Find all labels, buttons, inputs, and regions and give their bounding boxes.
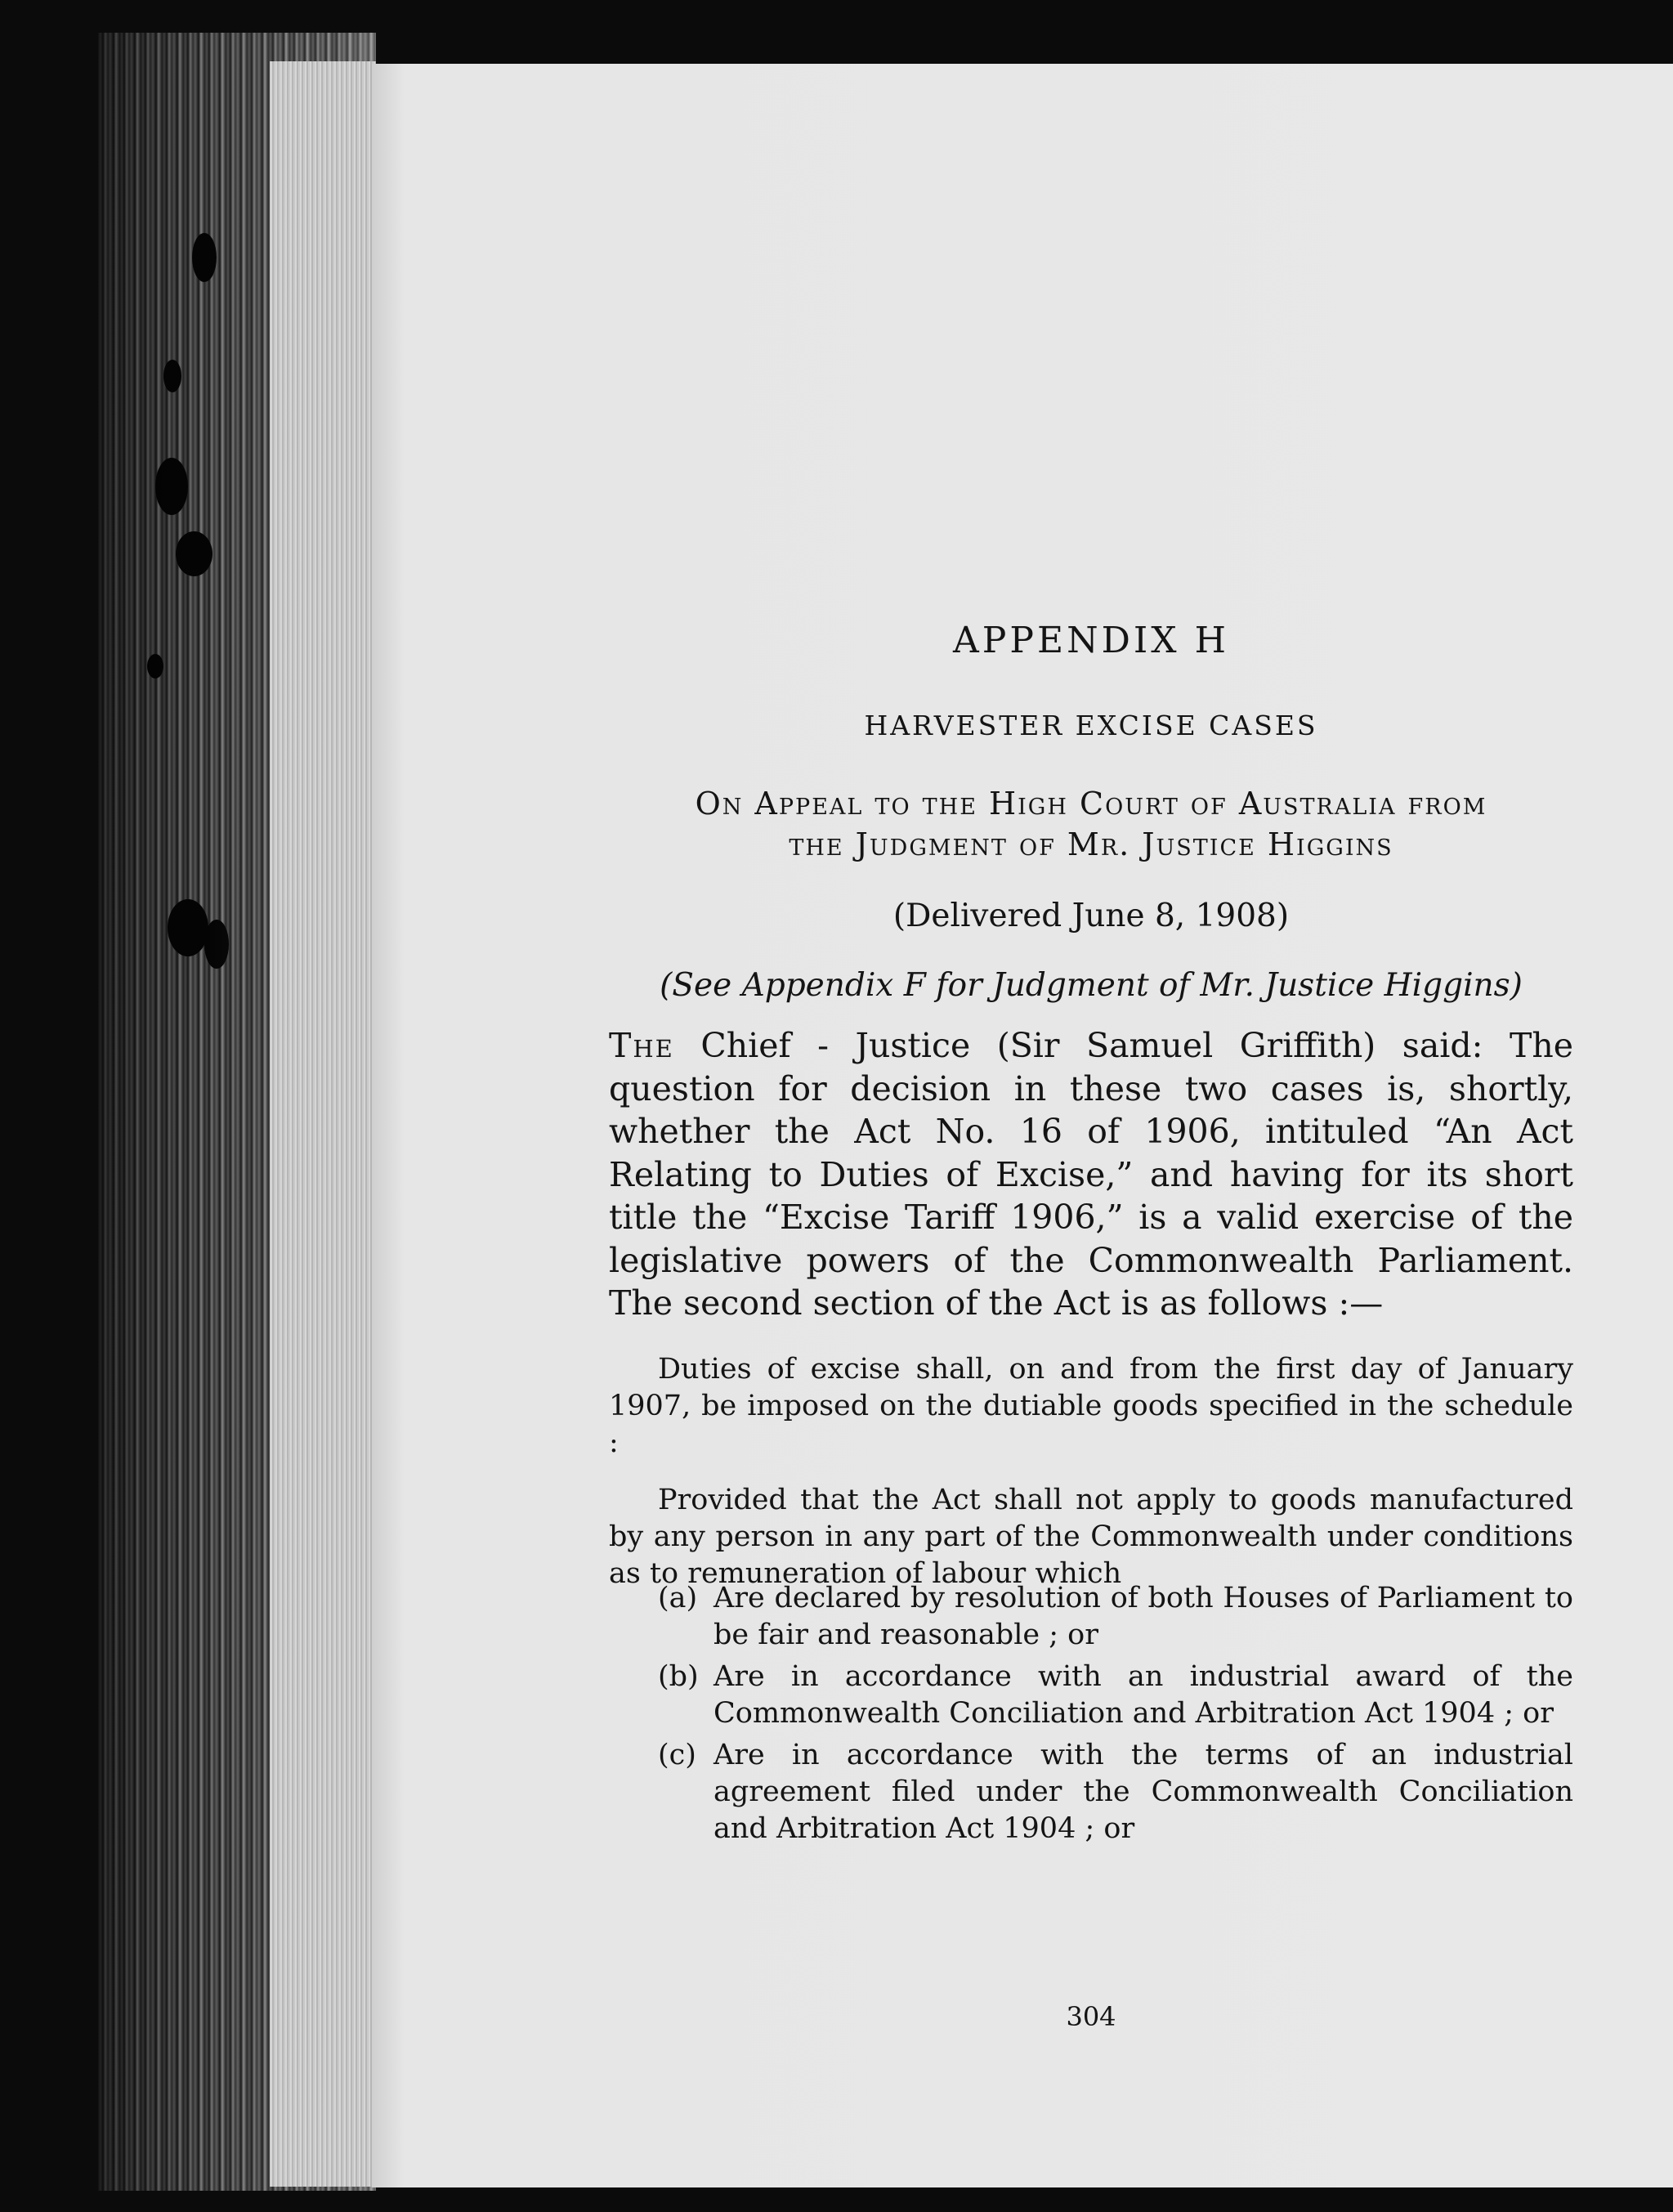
appeal-title-line-2: the Judgment of Mr. Justice Higgins bbox=[789, 826, 1393, 862]
ink-spot bbox=[163, 360, 181, 392]
list-item-text: Are in accordance with an industrial award of the Commonwealth Conciliation and Arbitration Act 1904 ; or bbox=[713, 1660, 1573, 1730]
list-item-mark: (c) bbox=[658, 1739, 696, 1771]
delivered-date: (Delivered June 8, 1908) bbox=[892, 898, 1290, 934]
condition-list bbox=[658, 1580, 1573, 1852]
see-appendix-note: (See Appendix F for Judgment of Mr. Justice Higgins) bbox=[660, 967, 1523, 1004]
appeal-title-line-1: On Appeal to the High Court of Australia from bbox=[695, 786, 1487, 822]
list-item-mark: (a) bbox=[658, 1582, 698, 1614]
page-number: 304 bbox=[1066, 2001, 1116, 2032]
list-item-text: Are declared by resolution of both Houses of Parliament to be fair and reasonable ; or bbox=[713, 1582, 1573, 1651]
list-item-mark: (b) bbox=[658, 1660, 699, 1693]
ink-spot bbox=[147, 654, 163, 678]
ink-spot bbox=[155, 458, 188, 515]
appeal-title bbox=[609, 783, 1573, 865]
main-paragraph bbox=[609, 1024, 1573, 1325]
proviso-paragraph: Provided that the Act shall not apply to goods manufactured by any person in any part of the Commonwealth under conditions as to remuneration of labour which bbox=[609, 1484, 1573, 1590]
document-page bbox=[372, 64, 1673, 2187]
ink-spot bbox=[176, 531, 212, 576]
ink-spot bbox=[204, 920, 229, 969]
list-item-text: Are in accordance with the terms of an industrial agreement filed under the Commonwealth Conciliation and Arbitration Act 1904 ; or bbox=[713, 1739, 1573, 1845]
ink-spot bbox=[192, 233, 217, 282]
list-item bbox=[658, 1737, 1573, 1847]
ink-spot bbox=[168, 899, 208, 956]
list-item bbox=[658, 1580, 1573, 1654]
appendix-title: APPENDIX H bbox=[953, 620, 1229, 661]
list-item bbox=[658, 1659, 1573, 1732]
case-title: HARVESTER EXCISE CASES bbox=[864, 710, 1318, 741]
page-stack-edge bbox=[270, 61, 376, 2187]
main-paragraph-lead: The bbox=[609, 1026, 674, 1065]
quoted-section-paragraph: Duties of excise shall, on and from the first day of January 1907, be imposed on the dutiable goods specified in the schedule : bbox=[609, 1353, 1573, 1459]
main-paragraph-text: Chief - Justice (Sir Samuel Griffith) said: The question for decision in these two cases is, shortly, whether the Act No. 16 of 1906, intituled “An Act Relating to Duties of Excise,” and having for its short title the “Excise Tariff 1906,” is a valid exercise of the legislative powers of the Commonwealth Parliament. The second section of the Act is as follows :— bbox=[609, 1026, 1573, 1323]
